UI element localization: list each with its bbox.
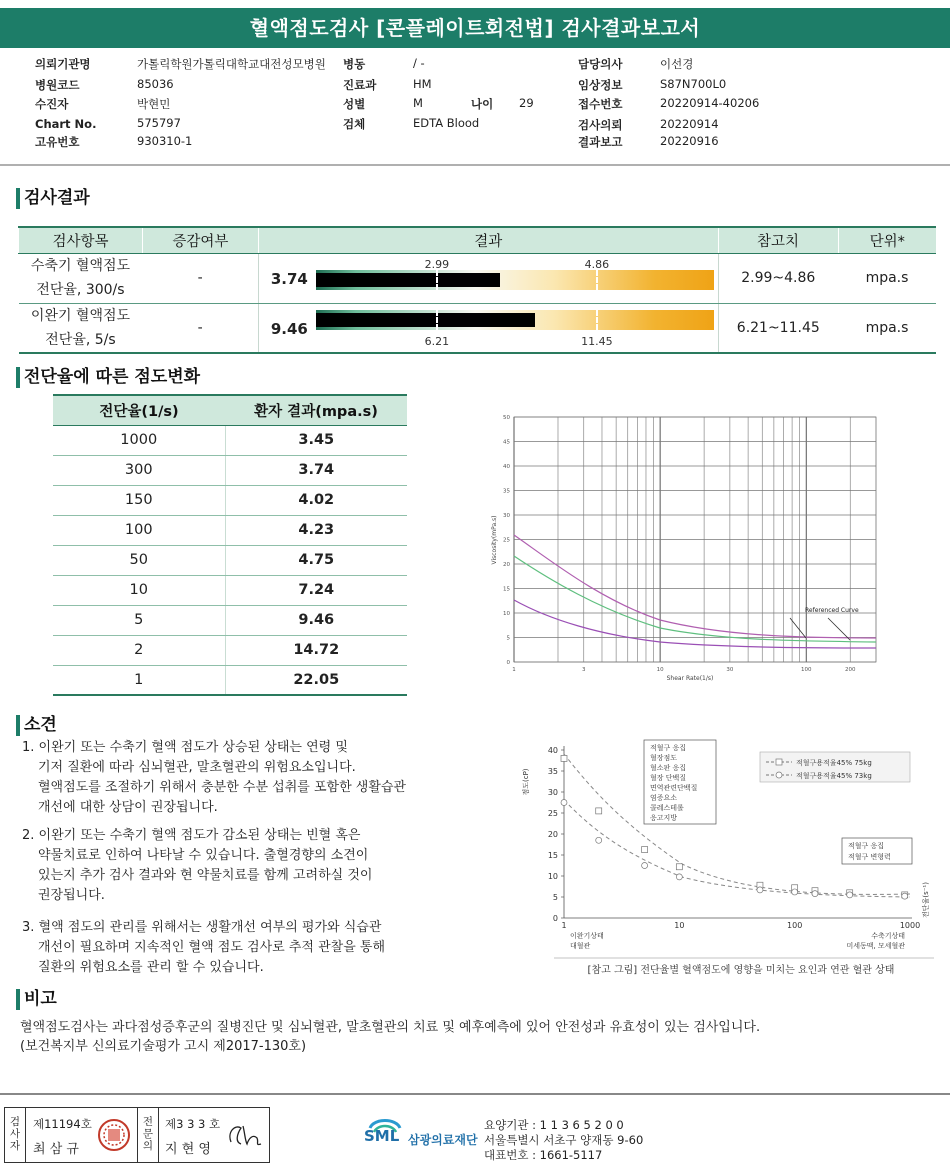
table-row (53, 455, 407, 485)
footer-divider (0, 1093, 950, 1095)
report-title: 혈액점도검사 [콘플레이트회전법] 검사결과보고서 (0, 8, 950, 48)
chart-no-value: 575797 (137, 116, 181, 130)
inspector-vertical-label: 검사자 (9, 1116, 21, 1152)
ref-range: 2.99~4.86 (718, 253, 838, 303)
diastolic-state-label: 이완기상태 (570, 932, 604, 940)
left-factor: 혈장점도 (650, 754, 678, 762)
shear-rate: 300 (53, 455, 225, 485)
shear-rate: 2 (53, 635, 225, 665)
ref-x-ticks (561, 921, 920, 930)
remarks-line-1: 혈액점도검사는 과다점성증후군의 질병진단 및 심뇌혈관, 말초혈관의 치료 및 예후예측에 있어 안전성과 유효성이 있는 검사입니다. (20, 1020, 761, 1035)
marker-circle (596, 837, 602, 843)
remarks-line-2: (보건복지부 신의료기술평가 고시 제2017-130호) (20, 1039, 307, 1054)
finding-3 (22, 918, 442, 978)
table-row (53, 515, 407, 545)
result-value: 9.46 (270, 319, 308, 338)
clinical-value: S87N700L0 (660, 77, 727, 91)
org-logo (364, 1114, 478, 1158)
shear-rate: 150 (53, 485, 225, 515)
x-tick-label: 200 (845, 667, 856, 673)
y-tick-label: 35 (503, 488, 510, 495)
result-bar (316, 270, 714, 290)
marker-circle (757, 887, 763, 893)
unit: mpa.s (838, 253, 936, 303)
y-tick-label: 0 (506, 660, 510, 666)
high-ref-tick: 4.86 (584, 257, 610, 271)
ref-y-label: 점도(cP) (522, 768, 530, 796)
test-item-name: 수축기 혈액점도 (30, 258, 131, 274)
org-phone: 대표번호 : 1661-5117 (484, 1148, 603, 1162)
y-axis-label: Viscosity(mPa.s) (491, 515, 498, 565)
patient-result: 4.23 (225, 515, 407, 545)
result-cell (258, 253, 718, 303)
institution-label: 의뢰기관명 (35, 57, 91, 71)
finding-line: 개선이 필요하며 지속적인 혈액 점도 검사로 추적 관찰을 통해 (38, 940, 386, 955)
table-row (53, 425, 407, 455)
request-label: 검사의뢰 (578, 118, 623, 132)
result-bar-fill (316, 313, 535, 327)
legend-marker-2 (776, 772, 782, 778)
sex-label: 성별 (343, 97, 366, 111)
finding-line: 개선에 대한 상담이 권장됩니다. (38, 800, 218, 815)
ref-range: 6.21~11.45 (718, 303, 838, 353)
ward-label: 병동 (343, 57, 366, 71)
result-bar-fill (316, 273, 500, 287)
finding-2 (22, 826, 442, 906)
patient-result: 3.74 (225, 455, 407, 485)
ref-right-axis-label: 전단율(s⁻¹) (922, 882, 930, 918)
confirm-license: 제3 3 3 호 (165, 1117, 221, 1131)
dept-label: 진료과 (343, 78, 377, 92)
change-value: - (142, 253, 258, 303)
result-value: 3.74 (270, 269, 308, 288)
y-tick-label: 50 (503, 415, 510, 421)
marker-circle (847, 892, 853, 898)
low-ref-tick: 2.99 (424, 257, 450, 271)
receipt-label: 접수번호 (578, 97, 623, 111)
ref-y-tick: 20 (547, 830, 558, 839)
patient-result: 7.24 (225, 575, 407, 605)
large-vessel-label: 대혈관 (570, 942, 591, 950)
finding-line: 권장됩니다. (38, 888, 105, 903)
ref-y-tick: 40 (547, 746, 558, 755)
patient-col-header: 환자 결과(mpa.s) (225, 395, 407, 425)
finding-line: 있는지 추가 검사 결과와 현 약물치료를 함께 고려하실 것이 (38, 868, 373, 883)
shear-heading: 전단율에 따른 점도변화 (16, 366, 200, 388)
chart-no-label: Chart No. (35, 117, 97, 131)
x-tick-label: 3 (581, 667, 586, 673)
viscosity-chart (490, 410, 890, 688)
hospital-code-label: 병원코드 (35, 78, 80, 92)
y-tick-label: 40 (503, 464, 510, 470)
left-factor: 혈소판 응집 (650, 764, 687, 772)
org-logo-text: SML (364, 1127, 400, 1145)
x-axis-label: Shear Rate(1/s) (666, 675, 714, 682)
marker-circle (676, 874, 682, 880)
marker-square (596, 808, 602, 814)
table-row (19, 303, 937, 353)
ref-y-tick: 10 (547, 872, 558, 881)
patient-result: 4.75 (225, 545, 407, 575)
finding-line: 1. 이완기 또는 수축기 혈액 점도가 상승된 상태는 연령 및 (22, 740, 348, 755)
legend-marker-1 (776, 759, 782, 765)
ref-y-tick: 35 (547, 767, 558, 776)
table-row (53, 485, 407, 515)
finding-line: 약물치료로 인하여 나타날 수 있습니다. 출혈경향의 소견이 (38, 848, 369, 863)
x-tick-label: 1 (512, 667, 516, 673)
patient-result: 14.72 (225, 635, 407, 665)
confirm-vertical-label: 전문의 (142, 1116, 154, 1152)
result-cell (258, 303, 718, 353)
left-factor: 콜레스테롤 (650, 804, 684, 812)
marker-square (561, 755, 567, 761)
shear-col-header: 전단율(1/s) (53, 395, 225, 425)
right-factor: 적혈구 변형력 (848, 853, 891, 861)
clinical-label: 임상정보 (578, 78, 623, 92)
ref-x-tick: 1000 (899, 921, 921, 930)
patient-result: 4.02 (225, 485, 407, 515)
col-header-unit: 단위* (838, 227, 936, 253)
test-item (19, 253, 143, 303)
table-row (53, 575, 407, 605)
shear-rate: 5 (53, 605, 225, 635)
x-tick-label: 10 (656, 667, 664, 673)
inspector-seal-icon (97, 1118, 131, 1152)
finding-line: 기저 질환에 따라 심뇌혈관, 말초혈관의 위험요소입니다. (38, 760, 356, 775)
high-ref-marker (596, 310, 598, 330)
shear-table (53, 394, 407, 696)
results-heading: 검사결과 (16, 187, 90, 209)
org-name: 삼광의료재단 (408, 1133, 478, 1147)
high-ref-marker (596, 270, 598, 290)
marker-circle (642, 863, 648, 869)
y-tick-label: 15 (503, 586, 510, 593)
y-tick-label: 45 (503, 439, 510, 446)
left-factor: 염증요소 (650, 794, 678, 802)
shear-rate: 1000 (53, 425, 225, 455)
low-ref-marker (436, 310, 438, 330)
table-row (19, 253, 937, 303)
finding-1 (22, 738, 442, 818)
y-tick-label: 30 (503, 513, 510, 519)
low-ref-marker (436, 270, 438, 290)
sex-value: M (413, 96, 423, 110)
doctor-label: 담당의사 (578, 57, 623, 71)
report-date-value: 20220916 (660, 134, 719, 148)
left-factor: 혈장 단백질 (650, 774, 687, 782)
care-code: 요양기관 : 1 1 3 6 5 2 0 0 (484, 1118, 624, 1132)
left-factor: 면역관련단백질 (650, 784, 698, 792)
sig-divider (158, 1108, 159, 1162)
inspector-license: 제11194호 (33, 1117, 92, 1131)
shear-rate: 1 (53, 665, 225, 695)
ref-x-tick: 100 (787, 921, 803, 930)
finding-line: 2. 이완기 또는 수축기 혈액 점도가 감소된 상태는 빈혈 혹은 (22, 828, 361, 843)
patient-label: 수진자 (35, 97, 69, 111)
dept-value: HM (413, 77, 432, 91)
age-value: 29 (519, 96, 534, 110)
legend-75kg: 적혈구용적율45% 75kg (796, 759, 872, 767)
confirm-name: 지 현 영 (165, 1142, 211, 1157)
referenced-curve-label: Referenced Curve (805, 607, 859, 614)
specimen-value: EDTA Blood (413, 116, 480, 130)
findings-heading: 소견 (16, 714, 57, 736)
figure-caption: [참고 그림] 전단율별 혈액점도에 영향을 미치는 요인과 연관 혈관 상태 (587, 965, 895, 976)
remarks-heading: 비고 (16, 988, 57, 1010)
ref-y-tick: 15 (547, 851, 558, 860)
x-tick-label: 100 (801, 667, 812, 673)
marker-circle (902, 893, 908, 899)
org-address: 서울특별시 서초구 양재동 9-60 (484, 1133, 644, 1147)
test-item-shear: 전단율, 300/s (36, 282, 125, 298)
marker-square (642, 847, 648, 853)
age-label: 나이 (471, 97, 494, 111)
sig-divider (137, 1108, 138, 1162)
y-tick-label: 5 (506, 635, 510, 642)
marker-square (676, 864, 682, 870)
test-item-name: 이완기 혈액점도 (30, 307, 131, 324)
legend-73kg: 적혈구용적율45% 73kg (796, 772, 872, 780)
col-header-change: 증감여부 (142, 227, 258, 253)
finding-line: 3. 혈액 점도의 관리를 위해서는 생활개선 여부의 평가와 식습관 (22, 920, 382, 935)
specimen-label: 검체 (343, 117, 366, 131)
ward-value: / - (413, 56, 425, 70)
table-row (53, 605, 407, 635)
left-factor: 응고지방 (650, 814, 678, 822)
chart-x-ticks (512, 667, 856, 673)
low-ref-tick: 6.21 (424, 334, 450, 348)
ref-y-ticks (548, 746, 564, 923)
ref-y-tick: 25 (547, 809, 558, 818)
patient-result: 22.05 (225, 665, 407, 695)
marker-circle (561, 800, 567, 806)
col-header-item: 검사항목 (19, 227, 143, 253)
unit: mpa.s (838, 303, 936, 353)
header-divider (0, 164, 950, 166)
y-tick-label: 20 (503, 562, 510, 568)
unique-no-value: 930310-1 (137, 134, 193, 148)
col-header-ref: 참고치 (718, 227, 838, 253)
right-factor: 적혈구 응집 (848, 842, 885, 850)
table-row (53, 665, 407, 695)
y-tick-label: 10 (503, 611, 510, 617)
results-table (18, 226, 936, 354)
finding-line: 혈액점도를 조절하기 위해서 충분한 수분 섭취를 포함한 생활습관 (38, 780, 406, 795)
col-header-result: 결과 (258, 227, 718, 253)
test-item-shear: 전단율, 5/s (45, 331, 116, 348)
left-factor: 적혈구 응집 (650, 744, 687, 752)
patient-result: 3.45 (225, 425, 407, 455)
inspector-name: 최 삼 규 (33, 1142, 79, 1157)
marker-circle (812, 891, 818, 897)
hospital-code-value: 85036 (137, 77, 174, 91)
patient-value: 박현민 (137, 97, 171, 111)
receipt-value: 20220914-40206 (660, 96, 760, 110)
ref-y-tick: 30 (547, 788, 558, 797)
shear-rate: 50 (53, 545, 225, 575)
ref-y-tick: 0 (552, 914, 558, 923)
shear-rate: 10 (53, 575, 225, 605)
doctor-value: 이선경 (660, 57, 694, 71)
report-date-label: 결과보고 (578, 135, 623, 149)
chart-y-ticks (503, 415, 511, 666)
ref-y-tick: 5 (552, 893, 558, 902)
ref-x-tick: 10 (674, 921, 685, 930)
signature-box (4, 1107, 270, 1163)
microvessel-label: 미세동맥, 모세혈관 (846, 942, 905, 950)
unique-no-label: 고유번호 (35, 135, 80, 149)
ref-x-tick: 1 (561, 921, 567, 930)
request-value: 20220914 (660, 117, 719, 131)
institution-value: 가톨릭학원가톨릭대학교대전성모병원 (137, 57, 326, 71)
test-item (19, 303, 143, 353)
finding-line: 질환의 위험요소를 관리 할 수 있습니다. (38, 960, 264, 975)
sig-divider (25, 1108, 26, 1162)
reference-figure (520, 732, 936, 982)
systolic-state-label: 수축기상태 (871, 932, 905, 940)
table-row (53, 545, 407, 575)
patient-result: 9.46 (225, 605, 407, 635)
signature-icon (225, 1120, 265, 1150)
high-ref-tick: 11.45 (581, 334, 613, 348)
y-tick-label: 25 (503, 537, 510, 544)
shear-rate: 100 (53, 515, 225, 545)
x-tick-label: 30 (726, 667, 734, 673)
change-value: - (142, 303, 258, 353)
marker-circle (792, 889, 798, 895)
result-bar (316, 310, 714, 330)
table-row (53, 635, 407, 665)
